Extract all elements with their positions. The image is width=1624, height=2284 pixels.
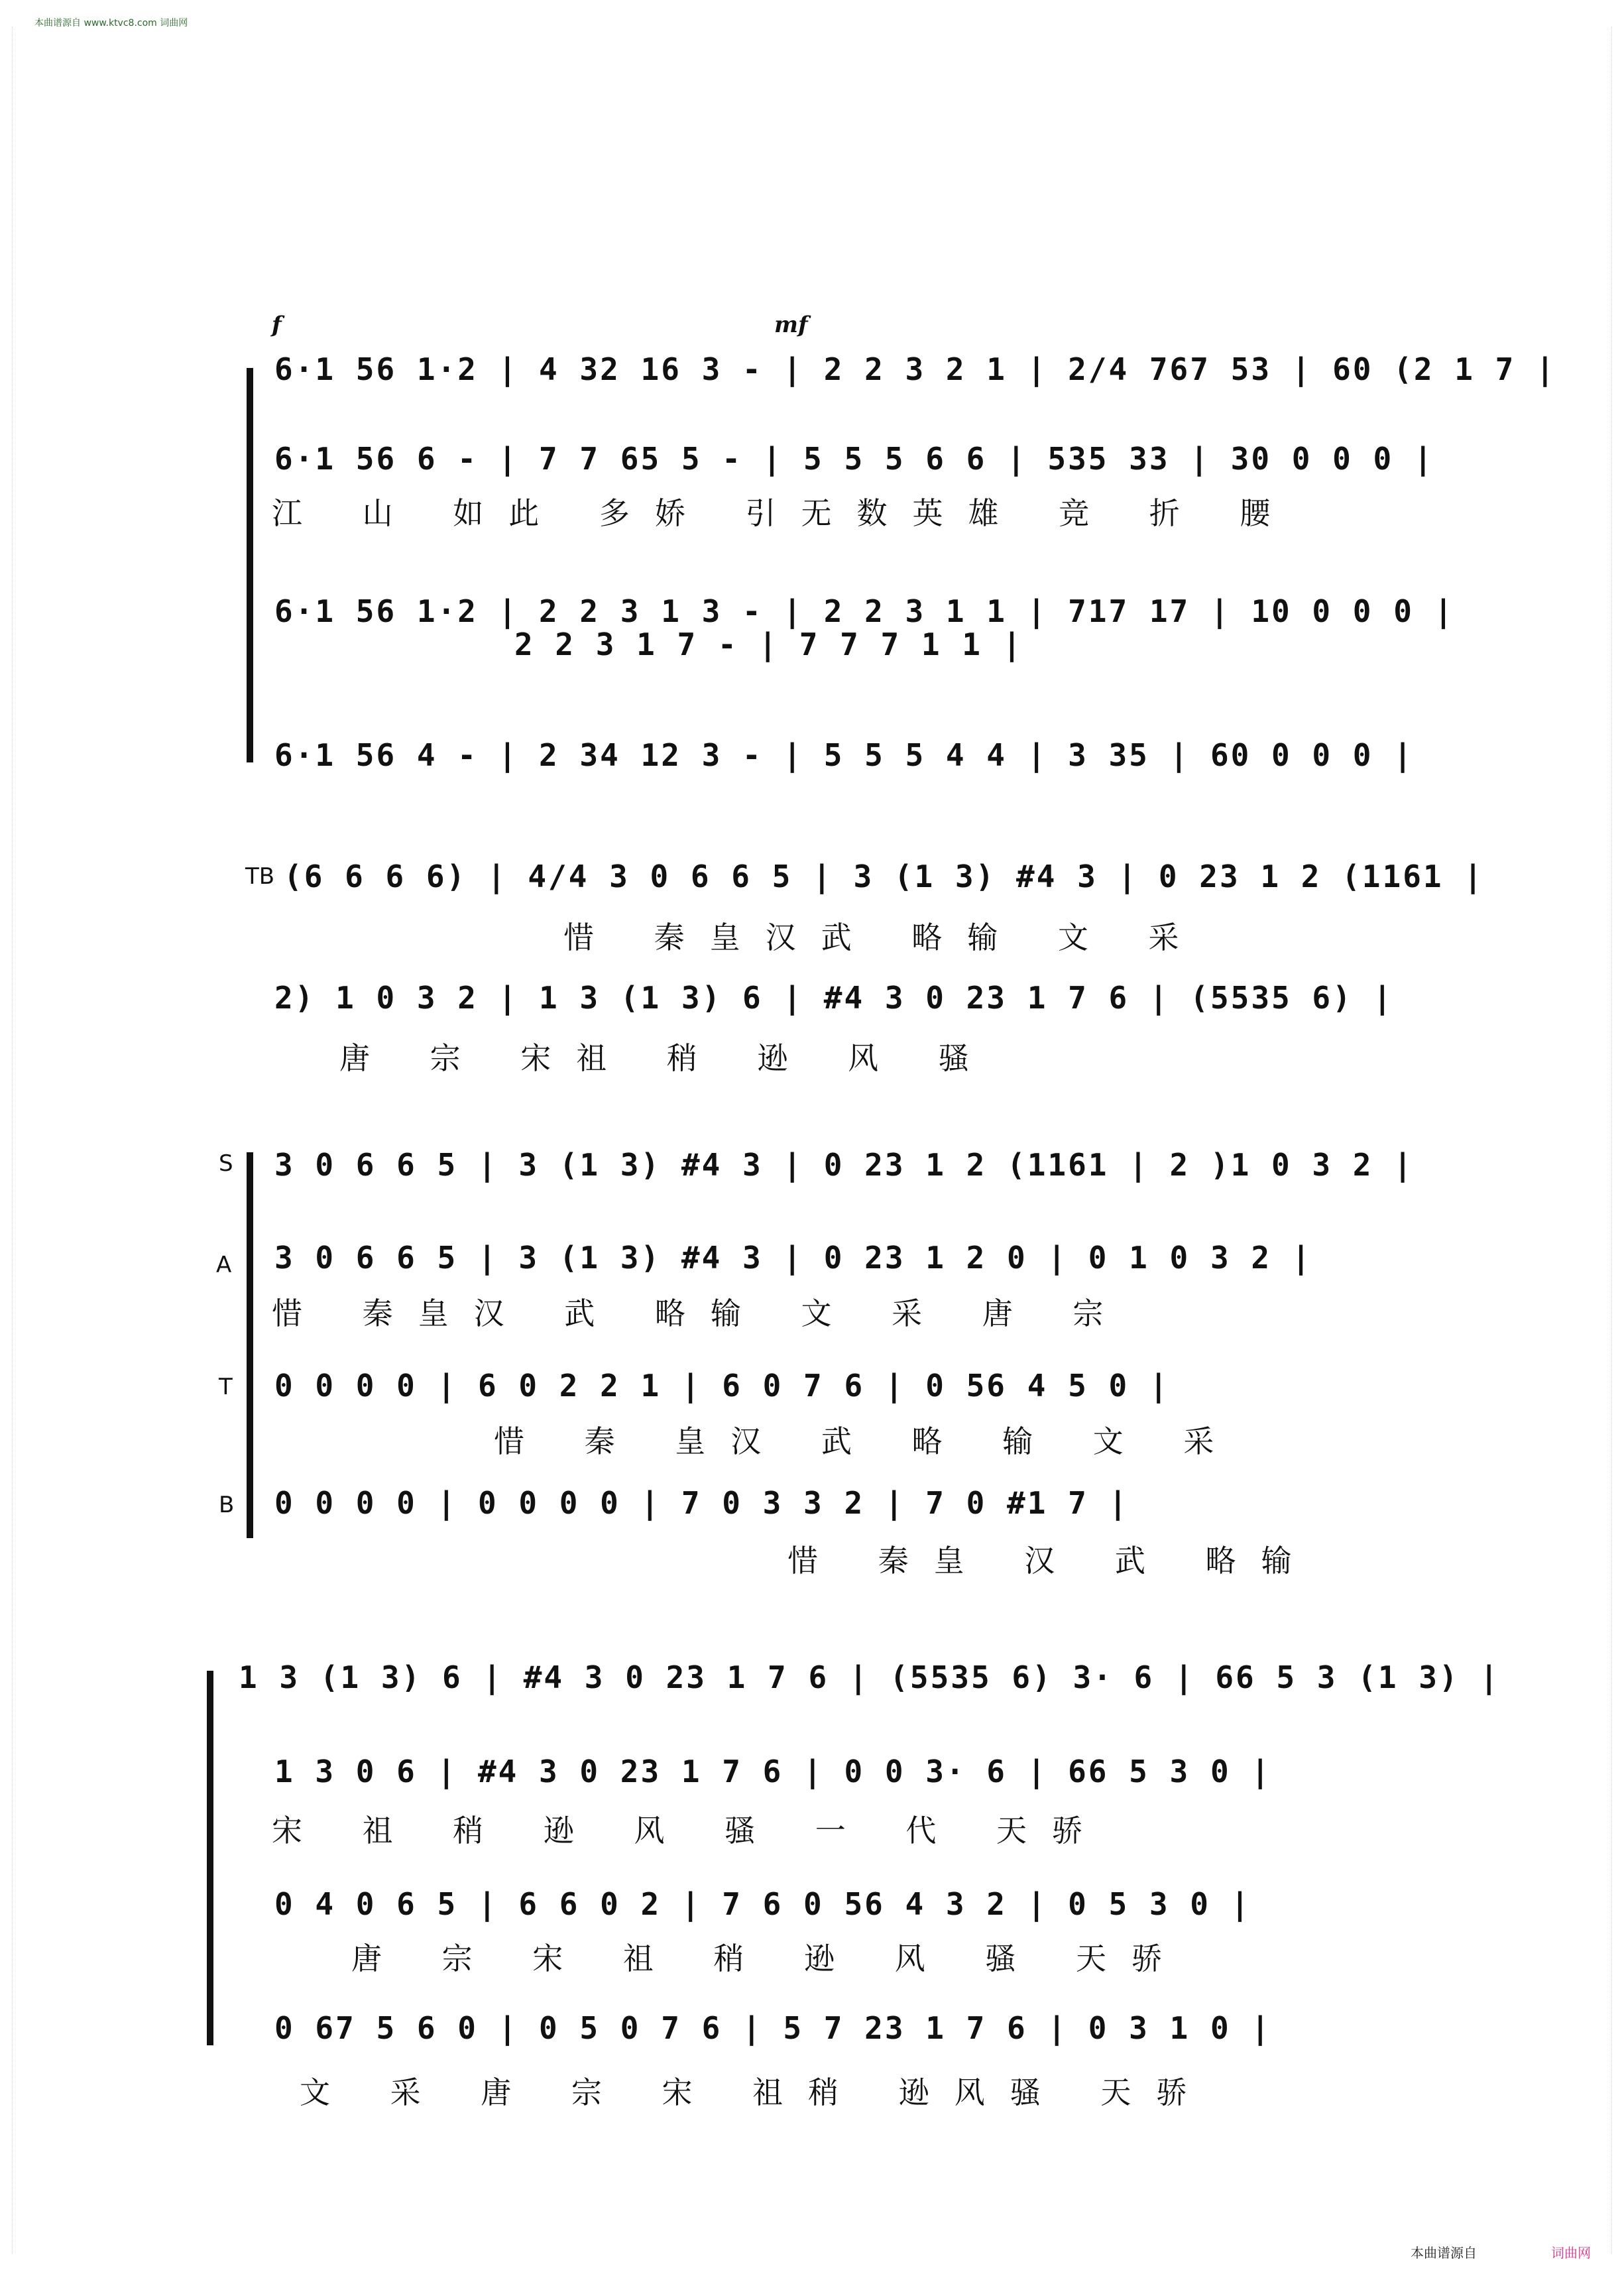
system4-bracket — [207, 1671, 213, 2045]
s2-line1: (6 6 6 6) | 4/4 3 0 6 6 5 | 3 (1 3) #4 3 | 0 23 1 2 (1161 | — [284, 859, 1484, 894]
s3-alto-lyrics: 惜 秦皇汉 武 略输 文 采 唐 宗 — [272, 1295, 1129, 1331]
s1-line3b: 2 2 3 1 7 - | 7 7 7 1 1 | — [514, 627, 1023, 662]
s2-lyrics1: 惜 秦皇汉武 略输 文 采 — [563, 920, 1204, 955]
s4-lyrics4: 文 采 唐 宗 宋 祖稍 逊风骚 天骄 — [300, 2074, 1212, 2110]
label-tb: TB — [245, 863, 275, 890]
s1-line1: 6·1 56 1·2 | 4 32 16 3 - | 2 2 3 2 1 | 2/4 767 53 | 60 (2 1 7 | — [274, 351, 1556, 387]
right-margin-strip — [1611, 27, 1624, 2254]
label-a: A — [216, 1252, 232, 1278]
dynamic-mf: mf — [774, 312, 808, 338]
s3-bass-lyrics: 惜 秦皇 汉 武 略输 — [787, 1543, 1317, 1579]
system3-bracket — [247, 1152, 253, 1538]
s3-alto: 3 0 6 6 5 | 3 (1 3) #4 3 | 0 23 1 2 0 | 0 1 0 3 2 | — [274, 1240, 1312, 1276]
s3-tenor-lyrics: 惜 秦 皇汉 武 略 输 文 采 — [494, 1423, 1240, 1459]
s3-soprano: 3 0 6 6 5 | 3 (1 3) #4 3 | 0 23 1 2 (1161 | 2 )1 0 3 2 | — [274, 1147, 1414, 1183]
label-s: S — [219, 1150, 233, 1177]
s4-lyrics3: 唐 宗 宋 祖 稍 逊 风 骚 天骄 — [351, 1941, 1187, 1976]
footer-source-text: 本曲谱源自 — [1411, 2245, 1477, 2261]
left-margin-strip — [0, 27, 13, 2254]
s3-tenor: 0 0 0 0 | 6 0 2 2 1 | 6 0 7 6 | 0 56 4 5 0 | — [274, 1368, 1170, 1404]
s4-line3: 0 4 0 6 5 | 6 6 0 2 | 7 6 0 56 4 3 2 | 0 5 3 0 | — [274, 1886, 1251, 1922]
source-header: 本曲谱源自 www.ktvc8.com 词曲网 — [34, 18, 188, 29]
label-b: B — [219, 1492, 235, 1518]
s4-line2: 1 3 0 6 | #4 3 0 23 1 7 6 | 0 0 3· 6 | 66 5 3 0 | — [274, 1754, 1272, 1789]
footer-site-logo[interactable]: 词曲网 — [1551, 2245, 1591, 2261]
s4-lyrics2: 宋 祖 稍 逊 风 骚 一 代 天骄 — [272, 1813, 1108, 1848]
system1-bracket — [247, 368, 253, 762]
s2-line2: 2) 1 0 3 2 | 1 3 (1 3) 6 | #4 3 0 23 1 7 6 | (5535 6) | — [274, 980, 1394, 1016]
label-t: T — [219, 1374, 233, 1400]
s2-lyrics2: 唐 宗 宋祖 稍 逊 风 骚 — [339, 1040, 994, 1076]
s1-lyrics2: 江 山 如此 多娇 引无数英雄 竞 折 腰 — [272, 495, 1296, 531]
s1-line4: 6·1 56 4 - | 2 34 12 3 - | 5 5 5 4 4 | 3 35 | 60 0 0 0 | — [274, 737, 1414, 773]
s4-line4: 0 67 5 6 0 | 0 5 0 7 6 | 5 7 23 1 7 6 | 0 3 1 0 | — [274, 2010, 1272, 2046]
s1-line2: 6·1 56 6 - | 7 7 65 5 - | 5 5 5 6 6 | 535 33 | 30 0 0 0 | — [274, 441, 1434, 477]
s3-bass: 0 0 0 0 | 0 0 0 0 | 7 0 3 3 2 | 7 0 #1 7 | — [274, 1485, 1130, 1521]
s4-line1: 1 3 (1 3) 6 | #4 3 0 23 1 7 6 | (5535 6) 3· 6 | 66 5 3 (1 3) | — [239, 1659, 1501, 1695]
s1-line3: 6·1 56 1·2 | 2 2 3 1 3 - | 2 2 3 1 1 | 717 17 | 10 0 0 0 | — [274, 593, 1455, 629]
dynamic-f: f — [272, 312, 282, 338]
